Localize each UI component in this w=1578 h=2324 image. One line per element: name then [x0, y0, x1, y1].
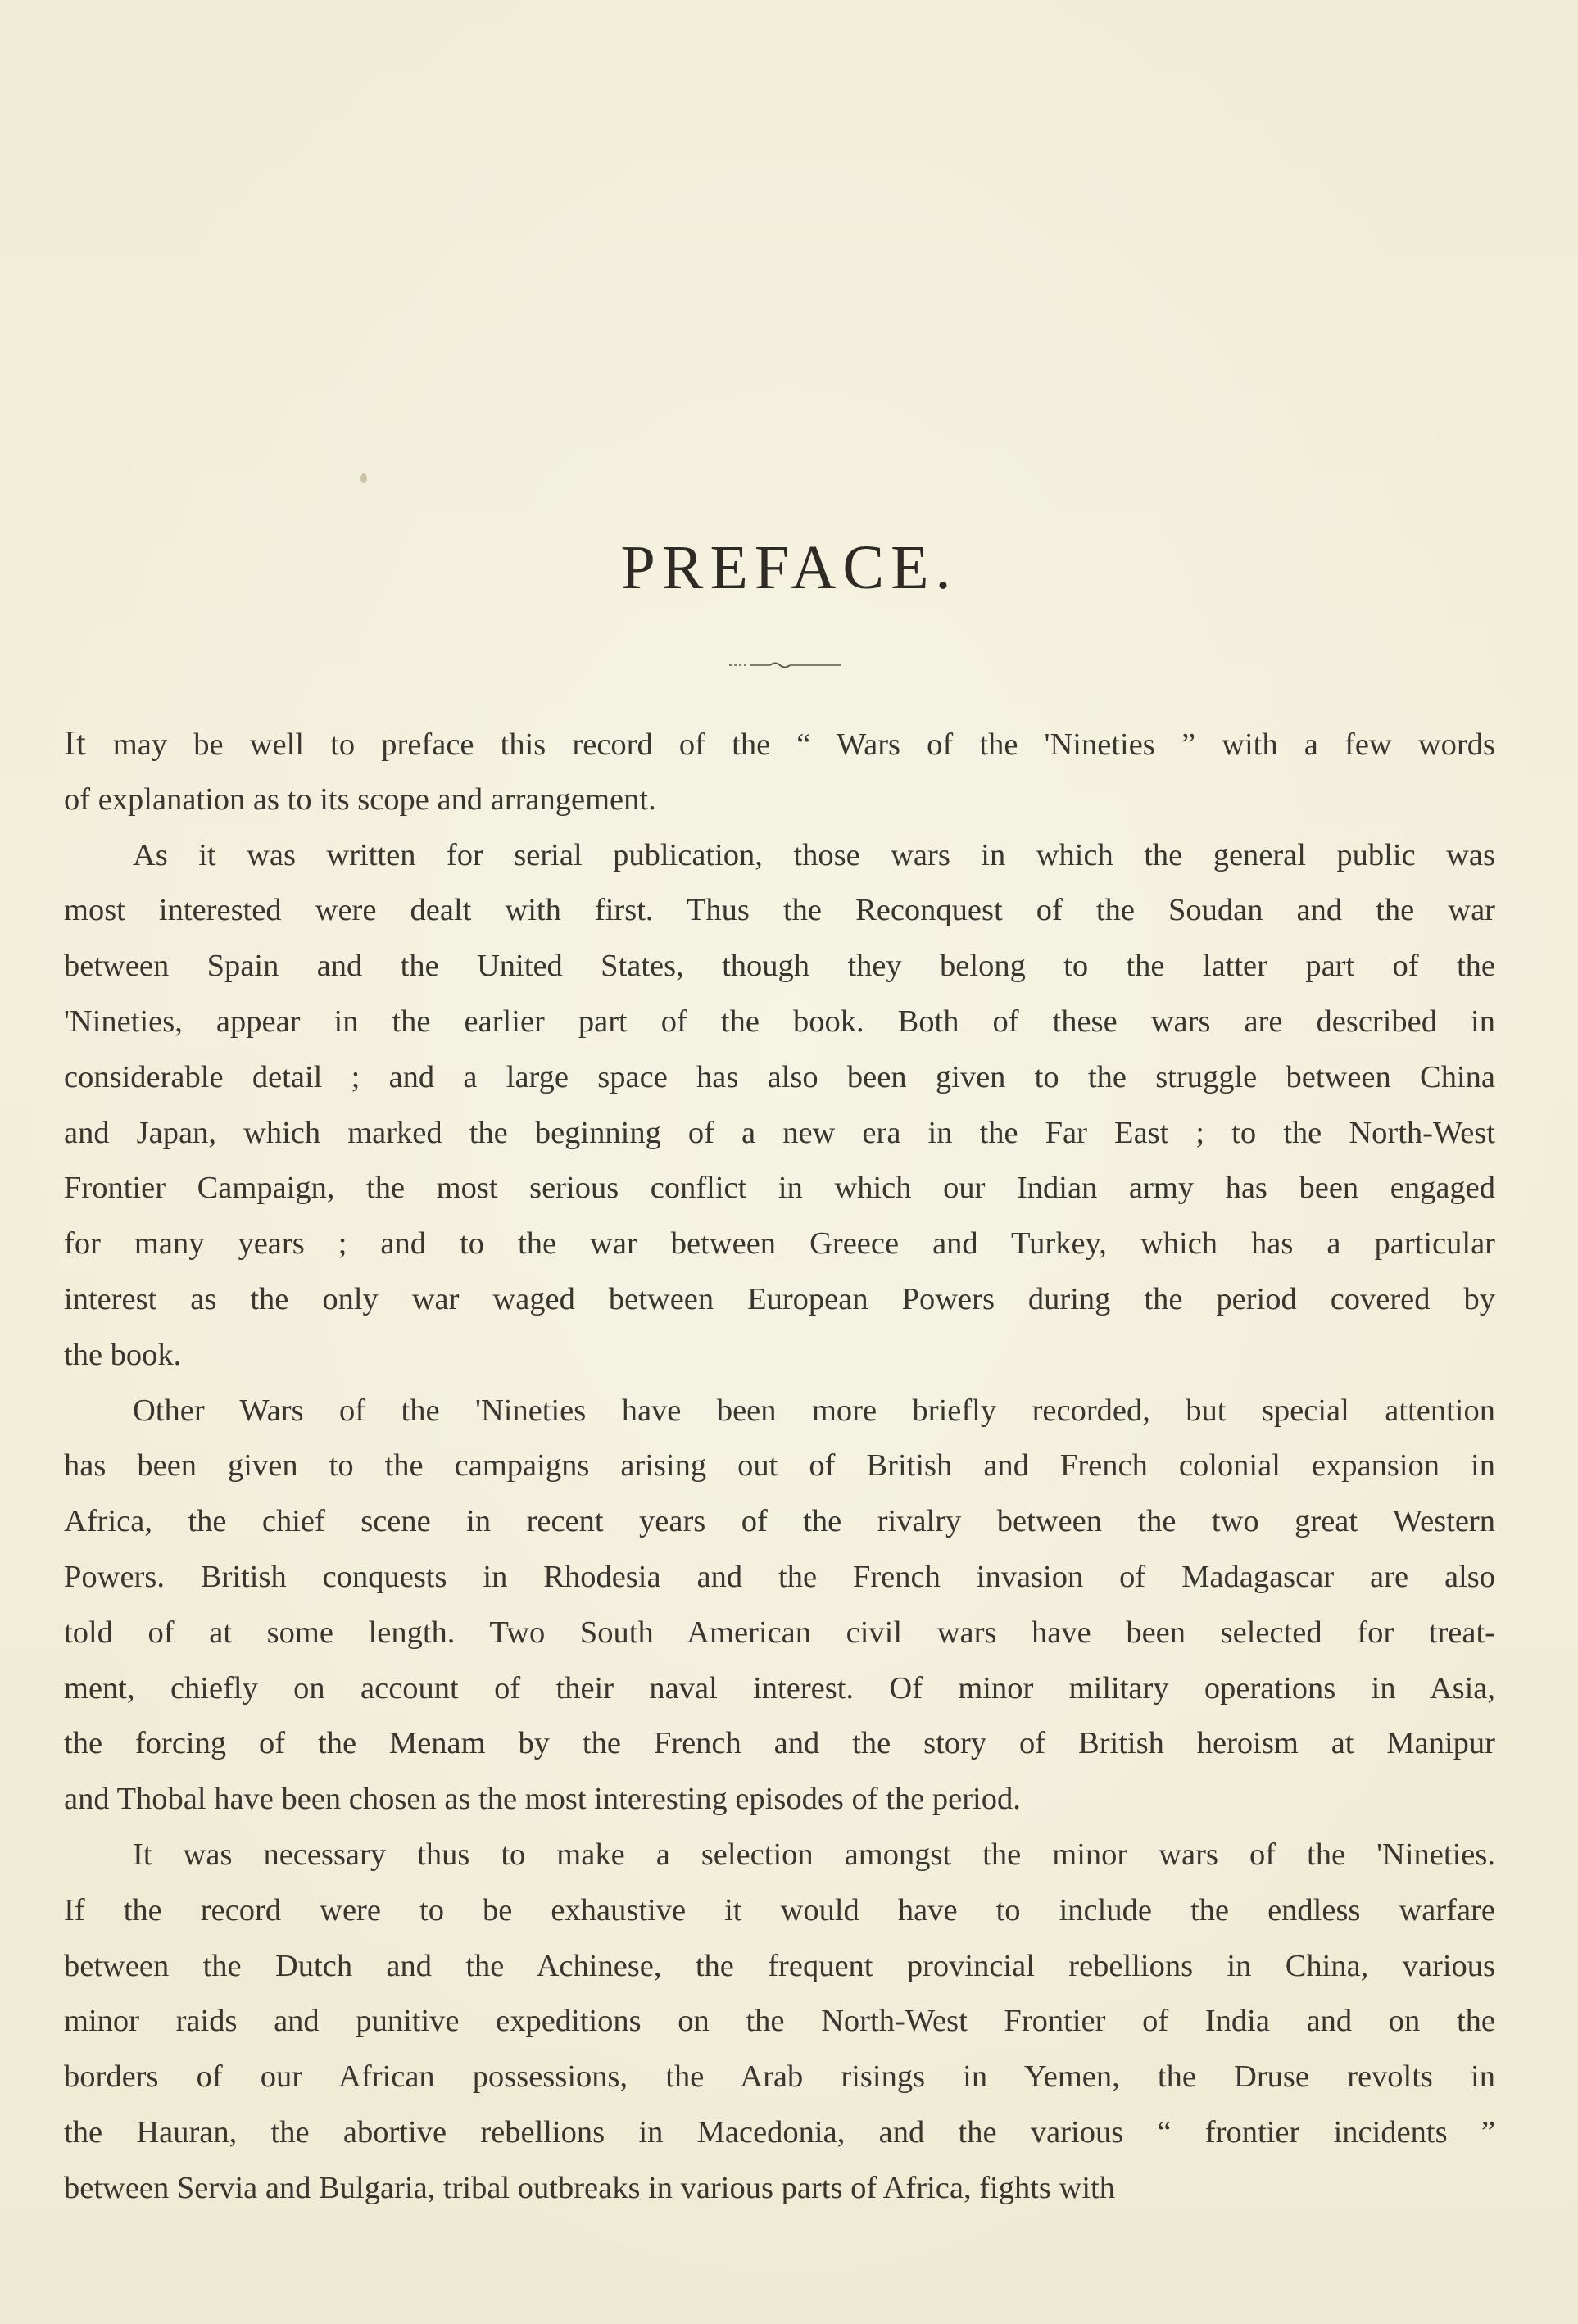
text-line: of explanation as to its scope and arrangement.	[64, 781, 656, 817]
text-line: 'Nineties, appear in the earlier part of the book. Both of these wars are described in	[64, 1003, 1495, 1039]
initial-word: It	[64, 725, 87, 763]
text-line: As it was written for serial publication, those wars in which the general public was	[133, 837, 1495, 872]
text-line: ment, chiefly on account of their naval interest. Of minor military operations in Asia,	[64, 1670, 1495, 1706]
paper-speck	[360, 473, 367, 483]
text-line: between Spain and the United States, though they belong to the latter part of the	[64, 949, 1495, 984]
text-line: and Thobal have been chosen as the most interesting episodes of the period.	[64, 1782, 1021, 1817]
text-line: It was necessary thus to make a selection amongst the minor wars of the 'Nineties.	[133, 1837, 1495, 1872]
text-line: Powers. British conquests in Rhodesia and the French invasion of Madagascar are also	[64, 1559, 1495, 1594]
text-line: for many years ; and to the war between Greece and Turkey, which has a particular	[64, 1226, 1495, 1262]
text-line: has been given to the campaigns arising out of British and French colonial expansion in	[64, 1448, 1495, 1484]
preface-text	[64, 717, 1495, 2217]
text-line: told of at some length. Two South American civil wars have been selected for treat-	[64, 1615, 1495, 1650]
text-line: interest as the only war waged between European Powers during the period covered by	[64, 1281, 1495, 1316]
title-ornament	[728, 660, 842, 670]
text-line: Frontier Campaign, the most serious conflict in which our Indian army has been engaged	[64, 1171, 1495, 1206]
text-line: between the Dutch and the Achinese, the frequent provincial rebellions in China, various	[64, 1948, 1495, 1983]
text-line: the book.	[64, 1337, 182, 1372]
text-line: and Japan, which marked the beginning of a new era in the Far East ; to the North-West	[64, 1115, 1495, 1150]
page-title: PREFACE.	[620, 533, 958, 602]
text-line: between Servia and Bulgaria, tribal outbreaks in various parts of Africa, fights with	[64, 2170, 1115, 2205]
text-line: the Hauran, the abortive rebellions in Macedonia, and the various “ frontier incidents ”	[64, 2114, 1495, 2150]
text-line: borders of our African possessions, the Arab risings in Yemen, the Druse revolts in	[64, 2059, 1495, 2095]
text-line: minor raids and punitive expeditions on the North-West Frontier of India and on the	[64, 2004, 1495, 2039]
line-text: may be well to preface this record of the “ Wars of the 'Nineties ” with a few words	[86, 727, 1495, 762]
text-line: the forcing of the Menam by the French and the story of British heroism at Manipur	[64, 1726, 1495, 1761]
text-line: Africa, the chief scene in recent years of the rivalry between the two great Western	[64, 1504, 1495, 1539]
text-line: most interested were dealt with first. Thus the Reconquest of the Soudan and the war	[64, 893, 1495, 928]
text-line: considerable detail ; and a large space has also been given to the struggle between China	[64, 1059, 1495, 1094]
text-line: If the record were to be exhaustive it would have to include the endless warfare	[64, 1892, 1495, 1928]
text-line: Other Wars of the 'Nineties have been more briefly recorded, but special attention	[133, 1393, 1495, 1428]
text-line	[64, 717, 1495, 772]
